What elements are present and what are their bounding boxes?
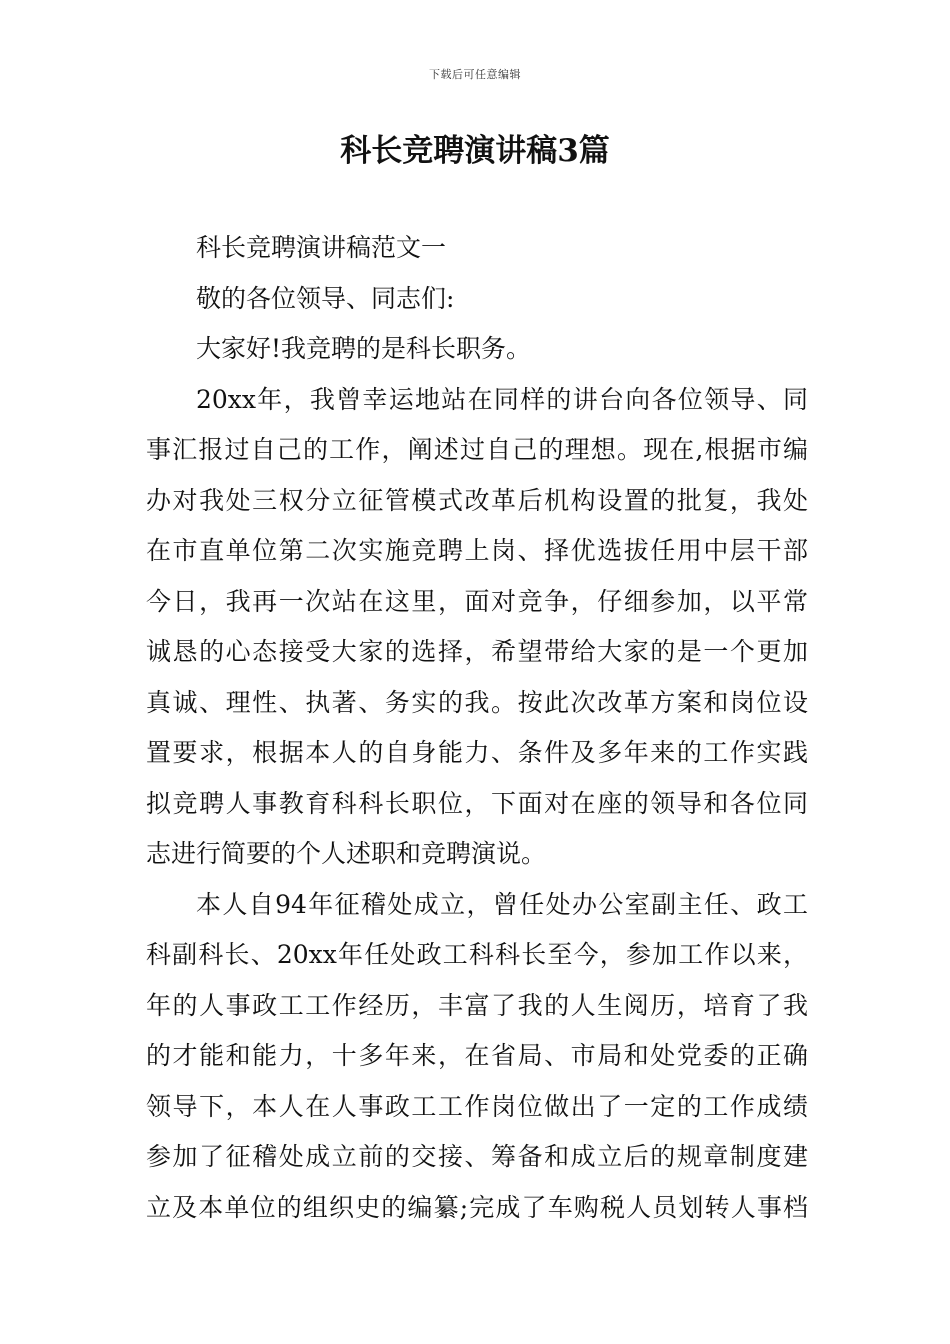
document-title: 科长竞聘演讲稿3篇	[340, 133, 610, 169]
paragraph-line: 本人自94年征稽处成立，曾任处办公室副主任、政工	[196, 889, 808, 919]
header-note: 下载后可任意编辑	[429, 68, 521, 81]
paragraph-line: 办对我处三权分立征管模式改革后机构设置的批复，我处	[146, 485, 808, 515]
paragraph-line: 科长竞聘演讲稿范文一	[196, 233, 447, 262]
paragraph-line: 在市直单位第二次实施竞聘上岗、择优选拔任用中层干部	[146, 536, 808, 565]
paragraph-line: 立及本单位的组织史的编纂;完成了车购税人员划转人事档	[146, 1192, 808, 1222]
paragraph-line: 大家好!我竞聘的是科长职务。	[196, 334, 532, 363]
paragraph-line: 志进行简要的个人述职和竞聘演说。	[146, 839, 547, 868]
paragraph-line: 参加了征稽处成立前的交接、筹备和成立后的规章制度建	[146, 1142, 808, 1171]
paragraph-line: 的才能和能力，十多年来，在省局、市局和处党委的正确	[146, 1041, 808, 1070]
paragraph-line: 事汇报过自己的工作，阐述过自己的理想。现在,根据市编	[146, 435, 808, 464]
paragraph-line: 领导下，本人在人事政工工作岗位做出了一定的工作成绩	[146, 1091, 808, 1121]
document-body	[146, 223, 808, 1233]
paragraph-line: 今日，我再一次站在这里，面对竞争，仔细参加，以平常	[146, 586, 808, 616]
paragraph-line: 年的人事政工工作经历，丰富了我的人生阅历，培育了我	[146, 990, 808, 1020]
paragraph-line: 拟竞聘人事教育科科长职位，下面对在座的领导和各位同	[146, 788, 808, 818]
paragraph-line: 诚恳的心态接受大家的选择，希望带给大家的是一个更加	[146, 637, 808, 666]
paragraph-line: 科副科长、20xx年任处政工科科长至今，参加工作以来，	[146, 940, 808, 969]
paragraph-line: 敬的各位领导、同志们:	[196, 283, 455, 313]
paragraph-line: 置要求，根据本人的自身能力、条件及多年来的工作实践	[146, 738, 808, 767]
paragraph-line: 20xx年，我曾幸运地站在同样的讲台向各位领导、同	[196, 384, 808, 414]
paragraph-line: 真诚、理性、执著、务实的我。按此次改革方案和岗位设	[146, 687, 808, 717]
